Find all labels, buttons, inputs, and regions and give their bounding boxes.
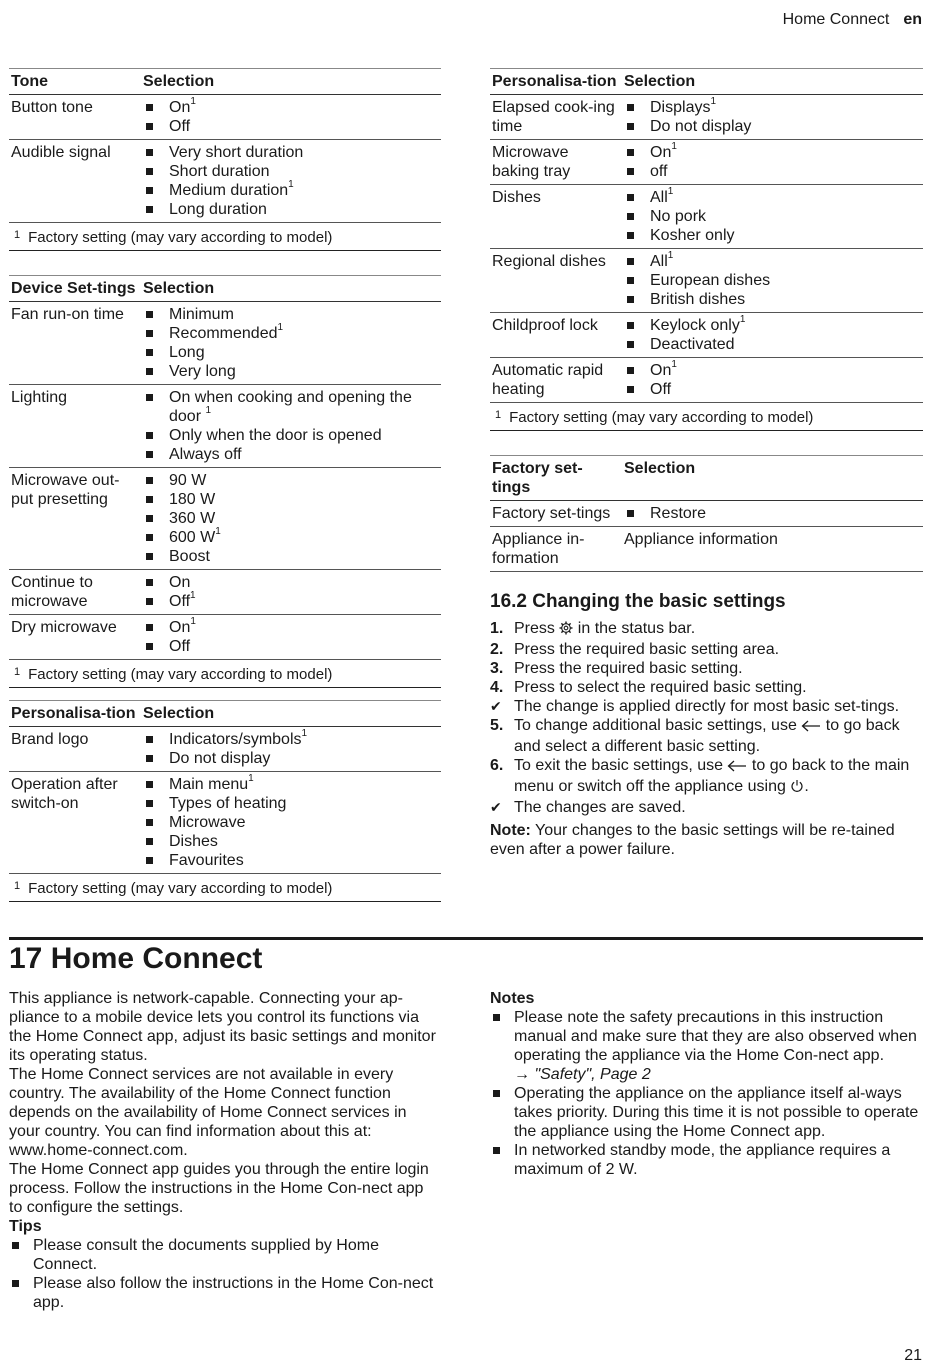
- option-label: Off: [169, 638, 191, 655]
- notes-heading: Notes: [490, 990, 535, 1007]
- option-label: British dishes: [650, 291, 746, 308]
- footnote-ref: 1: [215, 526, 221, 537]
- option-item: [143, 592, 439, 611]
- paragraph: The Home Connect app guides you through the entire login process. Follow the instructions in the Home Con-nect app to configure the settings.: [9, 1161, 429, 1216]
- option-label: On when cooking and opening the door: [169, 389, 412, 425]
- option-label: Off: [169, 593, 191, 610]
- option-label: Recommended: [169, 325, 278, 342]
- option-label: Types of heating: [169, 795, 287, 812]
- option-item: [143, 794, 439, 813]
- setting-name: Automatic rapid heating: [490, 358, 622, 403]
- option-label: Very short duration: [169, 144, 304, 161]
- option-item: [143, 618, 439, 637]
- arrow-left-icon: [801, 718, 821, 737]
- col-header-setting: Personalisa-tion: [9, 701, 141, 727]
- notes-list: [490, 1008, 923, 1179]
- footnote-ref: 1: [667, 250, 674, 261]
- table-row: [9, 302, 441, 385]
- table-row: [9, 385, 441, 468]
- setting-name: Operation after switch-on: [9, 772, 141, 874]
- option-list: [143, 98, 439, 136]
- option-label: Minimum: [169, 306, 234, 323]
- setting-value: Appliance information: [622, 527, 923, 572]
- table-row: [9, 615, 441, 660]
- setting-name: Dishes: [490, 185, 622, 249]
- footnote-row: [9, 874, 441, 902]
- setting-name: Continue to microwave: [9, 570, 141, 615]
- option-item: [143, 362, 439, 381]
- col-header-selection: Selection: [141, 276, 441, 302]
- option-item: [143, 851, 439, 870]
- running-header: [783, 10, 922, 29]
- option-label: Always off: [169, 446, 242, 463]
- footnote-ref: 1: [301, 728, 308, 739]
- footnote-ref: 1: [190, 590, 196, 601]
- option-list: [143, 143, 439, 219]
- option-label: Only when the door is opened: [169, 427, 382, 444]
- note-paragraph: Note: Your changes to the basic settings will be re-tained even after a power failure.: [490, 822, 895, 858]
- option-label: On: [169, 574, 191, 591]
- setting-name: Microwave out-put presetting: [9, 468, 141, 570]
- step-item: 2. Press the required basic setting area.: [490, 641, 780, 658]
- table-row: [9, 140, 441, 223]
- col-header-setting: Device Set-tings: [9, 276, 141, 302]
- table-row: [9, 772, 441, 874]
- table-row: [490, 501, 923, 527]
- chapter-body-left: [9, 989, 441, 1312]
- col-header-selection: Selection: [622, 69, 923, 95]
- footnote-ref: 1: [710, 96, 717, 107]
- col-header-selection: Selection: [141, 701, 441, 727]
- option-item: [624, 207, 921, 226]
- option-list: [143, 573, 439, 611]
- footnote-ref: 1: [671, 359, 677, 370]
- option-label: Deactivated: [650, 336, 735, 353]
- option-label: On: [650, 362, 672, 379]
- option-label: On: [169, 99, 191, 116]
- option-item: [143, 388, 439, 426]
- option-item: [143, 775, 439, 794]
- table-row: [490, 140, 923, 185]
- option-list: [624, 316, 921, 354]
- tips-list: [9, 1236, 441, 1312]
- setting-name: Lighting: [9, 385, 141, 468]
- option-item: [143, 749, 439, 768]
- chapter-body-right: [490, 989, 923, 1179]
- personalisation-table-2: [490, 68, 923, 431]
- option-label: All: [650, 189, 668, 206]
- setting-name: Appliance in-formation: [490, 527, 622, 572]
- option-label: Boost: [169, 548, 210, 565]
- result-item: ✔ The change is applied directly for most basic set-tings.: [490, 698, 900, 715]
- footnote-mark: 1: [14, 666, 21, 678]
- setting-name: Elapsed cook-ing time: [490, 95, 622, 140]
- option-item: Restore: [624, 504, 921, 523]
- cross-reference: → "Safety", Page 2: [514, 1066, 651, 1083]
- option-label: 360 W: [169, 510, 216, 527]
- list-item: Operating the appliance on the appliance itself al-ways takes priority. During this time it is not possible to operate the appliance using the Home Connect app.: [490, 1084, 923, 1141]
- table-row: [490, 527, 923, 572]
- option-item: [624, 316, 921, 335]
- left-column: [9, 68, 441, 902]
- option-item: [143, 445, 439, 464]
- arrow-left-icon: [727, 758, 747, 777]
- personalisation-table-1: [9, 700, 441, 902]
- device-settings-table: [9, 275, 441, 688]
- table-row: [9, 95, 441, 140]
- header-title: Home Connect: [782, 11, 890, 28]
- step-item: 5. To change additional basic settings, use to go back and select a different basic setting.: [490, 717, 900, 755]
- option-item: [624, 252, 921, 271]
- step-item: 4. Press to select the required basic setting.: [490, 679, 807, 696]
- option-label: Off: [169, 118, 191, 135]
- option-list: [624, 252, 921, 309]
- footnote-text: Factory setting (may vary according to model): [28, 666, 333, 683]
- footnote-ref: 1: [277, 322, 284, 333]
- footnote-ref: 1: [248, 773, 254, 784]
- list-item: Please note the safety precautions in this instruction manual and make sure that they are also observed when operating the appliance via the Home Con-nect app. → "Safety", Page 2: [490, 1008, 923, 1084]
- table-row: [490, 358, 923, 403]
- footnote-row: [9, 660, 441, 688]
- option-list: [143, 730, 439, 768]
- steps-list: [490, 619, 923, 817]
- col-header-setting: Personalisa-tion: [490, 69, 622, 95]
- setting-name: Audible signal: [9, 140, 141, 223]
- tips-heading: Tips: [9, 1218, 42, 1235]
- footnote-ref: 1: [190, 616, 196, 627]
- option-item: [624, 98, 921, 117]
- setting-name: Factory set-tings: [490, 501, 622, 527]
- list-item: In networked standby mode, the appliance requires a maximum of 2 W.: [490, 1141, 923, 1179]
- chapter-heading: 17 Home Connect: [9, 942, 263, 975]
- option-label: On: [169, 619, 191, 636]
- option-item: [143, 98, 439, 117]
- option-label: 600 W: [169, 529, 216, 546]
- option-list: [143, 775, 439, 870]
- option-item: [143, 637, 439, 656]
- option-list: [624, 143, 921, 181]
- option-item: [624, 188, 921, 207]
- setting-name: Brand logo: [9, 727, 141, 772]
- option-list: [624, 98, 921, 136]
- list-item: Please consult the documents supplied by Home Connect.: [9, 1236, 441, 1274]
- footnote-mark: 1: [14, 229, 21, 241]
- option-item: [624, 117, 921, 136]
- option-item: [143, 305, 439, 324]
- option-label: 90 W: [169, 472, 207, 489]
- option-item: [143, 426, 439, 445]
- option-label: Long duration: [169, 201, 267, 218]
- option-item: [143, 832, 439, 851]
- option-list: [624, 188, 921, 245]
- option-list: [143, 388, 439, 464]
- table-row: [490, 185, 923, 249]
- footnote-ref: 1: [739, 314, 746, 325]
- footnote-mark: 1: [495, 409, 502, 421]
- step-item: 6. To exit the basic settings, use to go back to the main menu or switch off the appliance using .: [490, 756, 923, 798]
- option-item: [143, 117, 439, 136]
- setting-name: Microwave baking tray: [490, 140, 622, 185]
- option-list: [143, 471, 439, 566]
- option-label: Indicators/symbols: [169, 731, 302, 748]
- option-label: Favourites: [169, 852, 244, 869]
- option-label: Do not display: [169, 750, 271, 767]
- option-item: [624, 290, 921, 309]
- col-header-selection: Selection: [141, 69, 441, 95]
- footnote-row: [490, 403, 923, 431]
- list-item: Please also follow the instructions in the Home Con-nect app.: [9, 1274, 441, 1312]
- option-item: [143, 471, 439, 490]
- section-heading: 16.2 Changing the basic settings: [490, 591, 786, 612]
- footnote-mark: 1: [14, 880, 21, 892]
- footnote-text: Factory setting (may vary according to model): [509, 409, 814, 426]
- option-list: [624, 361, 921, 399]
- option-item: [624, 226, 921, 245]
- footnote-ref: 1: [205, 405, 212, 416]
- option-item: [624, 162, 921, 181]
- option-label: European dishes: [650, 272, 771, 289]
- page-number: 21: [904, 1347, 922, 1364]
- table-row: [9, 468, 441, 570]
- table-row: [490, 249, 923, 313]
- header-language: en: [903, 11, 922, 28]
- col-header-setting: Tone: [9, 69, 141, 95]
- col-header-setting: Factory set-tings: [490, 456, 622, 501]
- footnote-ref: 1: [671, 141, 677, 152]
- option-item: [143, 547, 439, 566]
- option-label: off: [650, 163, 668, 180]
- option-label: Dishes: [169, 833, 218, 850]
- option-label: Off: [650, 381, 672, 398]
- setting-name: Dry microwave: [9, 615, 141, 660]
- option-label: No pork: [650, 208, 707, 225]
- power-icon: [790, 779, 804, 798]
- option-item: [143, 490, 439, 509]
- factory-settings-table: [490, 455, 923, 572]
- checkmark-icon: ✔: [490, 698, 502, 714]
- option-label: Displays: [650, 99, 711, 116]
- tone-table: [9, 68, 441, 251]
- option-item: [143, 143, 439, 162]
- option-label: Long: [169, 344, 205, 361]
- paragraph: The Home Connect services are not available in every country. The availability of the Home Connect function depends on the availability of Home Connect services in your country. You can find information about this at: www.home-connect.com.: [9, 1066, 407, 1159]
- option-item: [143, 509, 439, 528]
- option-item: [624, 335, 921, 354]
- option-label: Kosher only: [650, 227, 735, 244]
- option-item: [624, 361, 921, 380]
- option-item: [624, 143, 921, 162]
- option-label: Very long: [169, 363, 236, 380]
- option-list: [143, 305, 439, 381]
- option-label: Medium duration: [169, 182, 289, 199]
- option-label: Main menu: [169, 776, 249, 793]
- option-label: Microwave: [169, 814, 246, 831]
- option-item: [143, 343, 439, 362]
- table-row: [490, 313, 923, 358]
- table-row: [9, 727, 441, 772]
- footnote-row: [9, 223, 441, 251]
- option-label: 180 W: [169, 491, 216, 508]
- step-item: 3. Press the required basic setting.: [490, 660, 743, 677]
- step-item: 1. Press in the status bar.: [490, 619, 923, 640]
- checkmark-icon: ✔: [490, 799, 502, 815]
- option-item: [624, 380, 921, 399]
- option-item: [143, 528, 439, 547]
- option-label: Do not display: [650, 118, 752, 135]
- option-item: [143, 730, 439, 749]
- option-list: [143, 618, 439, 656]
- setting-name: Regional dishes: [490, 249, 622, 313]
- setting-name: Childproof lock: [490, 313, 622, 358]
- col-header-selection: Selection: [622, 456, 923, 501]
- footnote-ref: 1: [190, 96, 196, 107]
- option-label: On: [650, 144, 672, 161]
- option-item: [143, 813, 439, 832]
- paragraph: This appliance is network-capable. Connecting your ap-pliance to a mobile device lets you control its functions via the Home Connect app, adjust its basic settings and monitor its operating status.: [9, 990, 436, 1064]
- option-item: [143, 324, 439, 343]
- option-item: [143, 200, 439, 219]
- gear-icon: [559, 621, 573, 640]
- option-label: Short duration: [169, 163, 270, 180]
- table-row: [490, 95, 923, 140]
- option-item: [624, 271, 921, 290]
- option-label: All: [650, 253, 668, 270]
- footnote-ref: 1: [667, 186, 674, 197]
- setting-name: Fan run-on time: [9, 302, 141, 385]
- option-item: [143, 181, 439, 200]
- right-column: [490, 68, 923, 859]
- table-row: [9, 570, 441, 615]
- setting-name: Button tone: [9, 95, 141, 140]
- footnote-ref: 1: [288, 179, 294, 190]
- chapter-divider: [9, 937, 923, 940]
- option-item: [143, 573, 439, 592]
- result-item: ✔ The changes are saved.: [490, 799, 686, 816]
- option-label: Keylock only: [650, 317, 740, 334]
- footnote-text: Factory setting (may vary according to model): [28, 880, 333, 897]
- footnote-text: Factory setting (may vary according to model): [28, 229, 333, 246]
